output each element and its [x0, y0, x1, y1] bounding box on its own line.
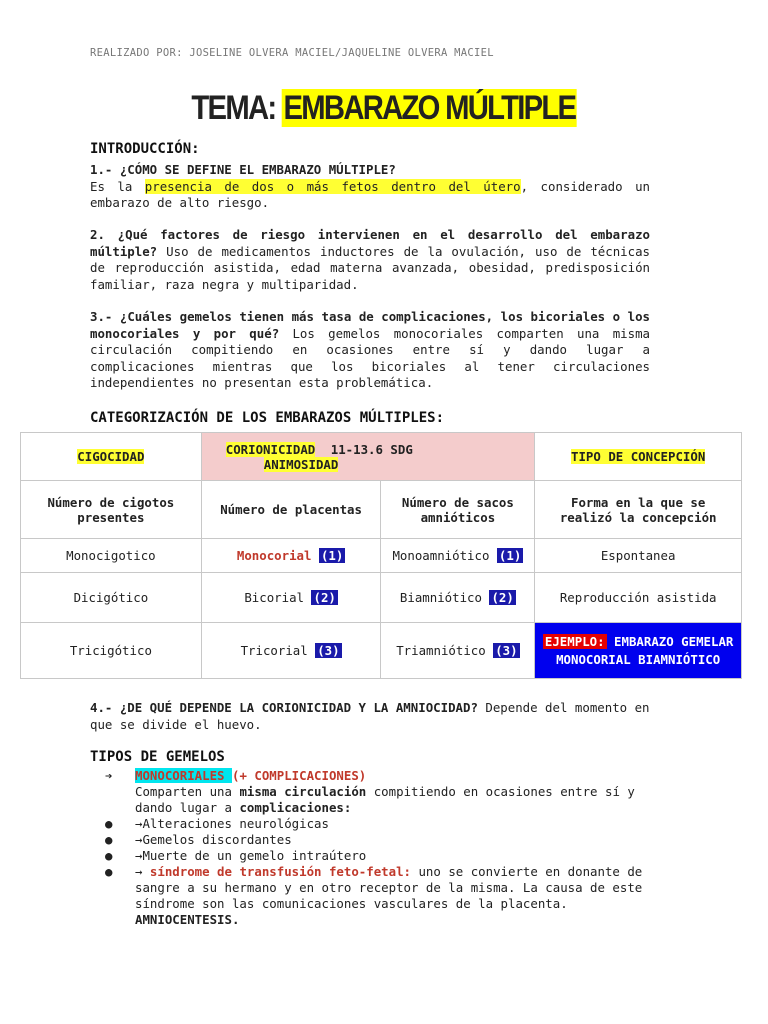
ttf-bold: AMNIOCENTESIS.	[135, 912, 240, 927]
page-title	[191, 88, 577, 128]
question-2-text: 2. ¿Qué factores de riesgo intervienen en el desarrollo del embarazo múltiple?	[90, 227, 650, 259]
header-corionicidad-cell	[201, 433, 535, 481]
ttf-red: síndrome de transfusión feto-fetal:	[149, 864, 412, 879]
header-corionicidad: CORIONICIDAD	[225, 441, 316, 457]
question-3-block	[90, 309, 650, 392]
row-2-placentas-badge: (2)	[313, 590, 336, 605]
tipos-list	[90, 768, 670, 928]
question-4	[90, 700, 650, 733]
item-alteraciones: →Alteraciones neurológicas	[135, 816, 329, 831]
header-cigocidad: CIGOCIDAD	[77, 449, 145, 464]
subheader-placentas: Número de placentas	[201, 481, 381, 539]
answer-1-post: , considerado un embarazo de alto riesgo.	[90, 178, 650, 210]
bullet-icon: ●	[105, 864, 113, 879]
subheader-cigotos: Número de cigotos presentes	[21, 481, 202, 539]
table-row	[21, 539, 742, 573]
question-2-block	[90, 227, 650, 293]
title-prefix: TEMA:	[191, 89, 276, 127]
row-2-placentas-text: Bicorial	[244, 590, 305, 605]
row-1-placentas	[201, 539, 381, 573]
row-3-sacos-badge: (3)	[495, 643, 518, 658]
item-muerte: →Muerte de un gemelo intraútero	[135, 848, 367, 863]
row-1-sacos-badge: (1)	[498, 548, 522, 563]
row-2-sacos	[381, 573, 535, 623]
title-block	[0, 88, 768, 128]
row-3-sacos	[381, 623, 535, 679]
header-cigocidad-cell	[21, 433, 202, 481]
row-1-cigocidad: Monocigotico	[21, 539, 202, 573]
question-2	[90, 227, 650, 293]
monocoriales-highlight: MONOCORIALES	[135, 768, 232, 783]
row-1-placentas-badge: (1)	[320, 548, 344, 563]
question-3-text: 3.- ¿Cuáles gemelos tienen más tasa de complicaciones, los bicoriales o los monocoriales y por qué?	[90, 309, 650, 341]
table-row	[21, 573, 742, 623]
answer-2: Uso de medicamentos inductores de la ovulación, uso de técnicas de reproducción asistida, edad materna avanzada, obesidad, predisposición familiar, raza negra y multiparidad.	[90, 243, 651, 292]
table-row	[21, 623, 742, 679]
item-transfusion	[135, 864, 670, 928]
author-line: REALIZADO POR: JOSELINE OLVERA MACIEL/JAQUELINE OLVERA MACIEL	[90, 47, 494, 59]
row-2-sacos-text: Biamniótico	[399, 590, 482, 605]
question-4-text: 4.- ¿DE QUÉ DEPENDE LA CORIONICIDAD Y LA AMNIOCIDAD?	[90, 700, 478, 715]
title-highlight: EMBARAZO MÚLTIPLE	[283, 89, 576, 127]
question-4-block	[90, 700, 650, 733]
desc-bold-2: complicaciones:	[239, 800, 352, 815]
tipos-heading-wrap	[90, 749, 650, 765]
list-item	[90, 848, 670, 864]
ttf-text: uno se convierte en donante de sangre a su hermano y en otro receptor de la misma. La causa de este síndrome son las comunicaciones vasculares de la placenta.	[135, 864, 643, 911]
answer-1	[90, 179, 650, 212]
question-1	[90, 162, 650, 212]
question-1-text: 1.- ¿CÓMO SE DEFINE EL EMBARAZO MÚLTIPLE?	[90, 162, 396, 177]
monocoriales-rest: (+ COMPLICACIONES)	[231, 768, 367, 783]
monocoriales-desc	[135, 784, 670, 816]
table-subheader-row	[21, 481, 742, 539]
categorization-heading-wrap	[90, 410, 650, 426]
desc-part-2: compitiendo en ocasiones entre sí y dando lugar a	[135, 784, 635, 815]
row-3-placentas	[201, 623, 381, 679]
header-animosidad: ANIMOSIDAD	[263, 456, 339, 472]
table-header-row	[21, 433, 742, 481]
ttf-arrow: →	[135, 864, 150, 879]
categorization-heading: CATEGORIZACIÓN DE LOS EMBARAZOS MÚLTIPLES:	[90, 410, 445, 426]
row-2-concepcion: Reproducción asistida	[535, 573, 742, 623]
subheader-sacos: Número de sacos amnióticos	[381, 481, 535, 539]
header-concepcion: TIPO DE CONCEPCIÓN	[571, 449, 706, 464]
list-item	[90, 864, 670, 928]
row-1-placentas-text: Monocorial	[236, 548, 312, 563]
row-2-cigocidad: Dicigótico	[21, 573, 202, 623]
answer-4: Depende del momento en que se divide el huevo.	[90, 700, 650, 732]
list-item	[90, 816, 670, 832]
row-1-concepcion: Espontanea	[535, 539, 742, 573]
header-concepcion-cell	[535, 433, 742, 481]
subheader-concepcion: Forma en la que se realizó la concepción	[535, 481, 742, 539]
intro-heading: INTRODUCCIÓN:	[90, 141, 200, 157]
row-2-sacos-badge: (2)	[491, 590, 514, 605]
bullet-icon: ●	[105, 816, 113, 831]
tipos-heading: TIPOS DE GEMELOS	[90, 749, 225, 765]
row-2-placentas	[201, 573, 381, 623]
arrow-icon: ➔	[105, 768, 113, 783]
answer-3: Los gemelos monocoriales comparten una misma circulación compitiendo en ocasiones entre sí y dando lugar a complicaciones mientras que los bicoriales al tener circulaciones independientes no presentan esta problemática.	[90, 325, 650, 390]
monocoriales-title	[135, 768, 670, 784]
row-3-concepcion-example	[535, 623, 742, 679]
example-text: EMBARAZO GEMELAR MONOCORIAL BIAMNIÓTICO	[556, 633, 734, 667]
list-item	[90, 768, 670, 816]
question-3	[90, 309, 650, 392]
row-3-placentas-badge: (3)	[317, 643, 340, 658]
example-tag: EJEMPLO:	[544, 633, 605, 649]
answer-1-highlight: presencia de dos o más fetos dentro del útero	[144, 178, 521, 194]
row-3-cigocidad: Tricigótico	[21, 623, 202, 679]
row-1-sacos-text: Monoamniótico	[392, 548, 490, 563]
list-item	[90, 832, 670, 848]
desc-bold-1: misma circulación	[239, 784, 367, 799]
categorization-table	[20, 432, 742, 679]
row-3-placentas-text: Tricorial	[240, 643, 308, 658]
row-1-sacos	[381, 539, 535, 573]
desc-part-1: Comparten una	[135, 784, 240, 799]
row-3-sacos-text: Triamniótico	[396, 643, 486, 658]
bullet-icon: ●	[105, 832, 113, 847]
intro-heading-wrap	[90, 141, 650, 157]
header-sdg: 11-13.6 SDG	[330, 441, 413, 457]
answer-1-pre: Es la	[90, 178, 145, 194]
bullet-icon: ●	[105, 848, 113, 863]
item-discordantes: →Gemelos discordantes	[135, 832, 292, 847]
